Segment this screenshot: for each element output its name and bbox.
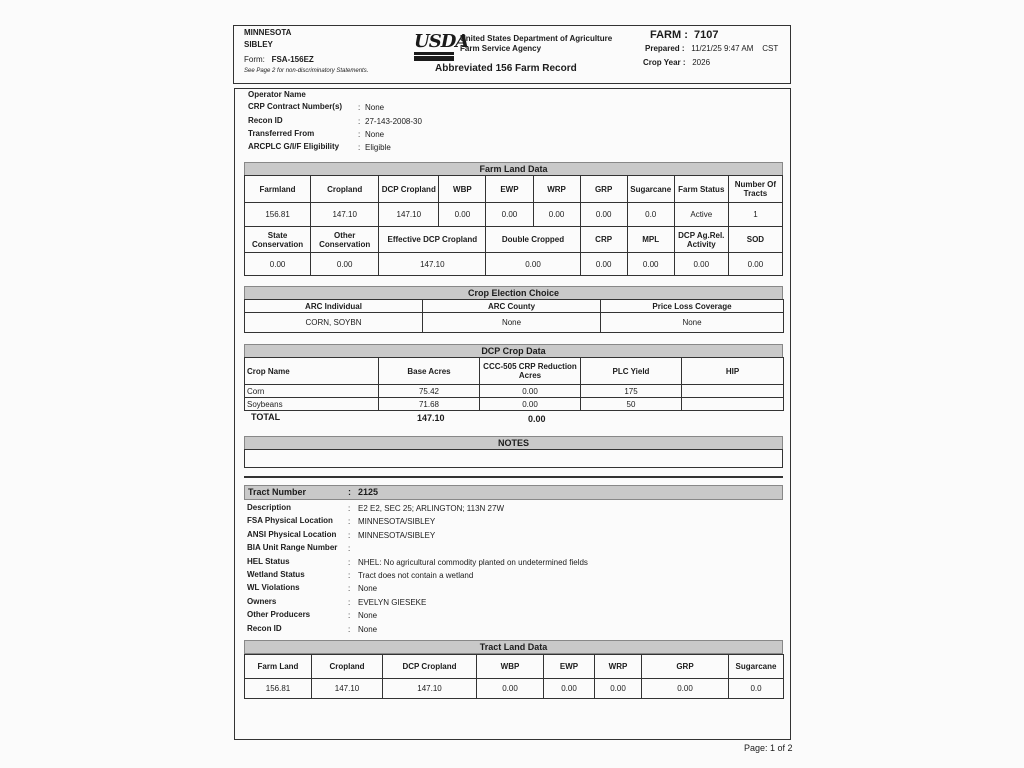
tract-field-label: HEL Status xyxy=(247,557,290,566)
field-colon: : xyxy=(348,584,351,593)
farm-land-value: 0.00 xyxy=(439,203,486,227)
farm-land-table xyxy=(244,175,783,276)
farm-number: 7107 xyxy=(694,29,719,41)
farm-land-header: WBP xyxy=(439,176,486,203)
field-colon: : xyxy=(348,531,351,540)
crp-reduction-header: CCC-505 CRP Reduction Acres xyxy=(480,358,581,385)
arc-individual-value: CORN, SOYBN xyxy=(245,313,423,333)
conservation-value: 0.00 xyxy=(245,253,311,276)
farm-land-value: 147.10 xyxy=(311,203,379,227)
state-name: MINNESOTA xyxy=(244,28,292,37)
tract-land-header: Sugarcane xyxy=(729,655,784,679)
prepared-timezone: CST xyxy=(762,44,779,53)
tract-land-data-title: Tract Land Data xyxy=(244,640,783,654)
operator-field-value: None xyxy=(365,130,385,139)
farm-land-value: 0.00 xyxy=(580,203,627,227)
tract-field-value: None xyxy=(358,584,378,593)
base-acres-header: Base Acres xyxy=(379,358,480,385)
tract-field-value: None xyxy=(358,625,378,634)
tract-number-bar: Tract Number : 2125 xyxy=(244,485,783,500)
conservation-value: 0.00 xyxy=(580,253,627,276)
tract-field-value: NHEL: No agricultural commodity planted on undetermined fields xyxy=(358,558,588,567)
crop-election-table xyxy=(244,299,784,333)
hip-header: HIP xyxy=(682,358,784,385)
tract-land-header: DCP Cropland xyxy=(383,655,477,679)
prepared-datetime: 11/21/25 9:47 AM xyxy=(691,44,754,53)
tract-field-value: E2 E2, SEC 25; ARLINGTON; 113N 27W xyxy=(358,504,504,513)
operator-field-value: Eligible xyxy=(365,143,391,152)
field-colon: : xyxy=(348,558,351,567)
tract-field-value: Tract does not contain a wetland xyxy=(358,571,474,580)
operator-field-label: Recon ID xyxy=(248,116,283,125)
conservation-header: State Conservation xyxy=(245,227,311,253)
crop-election-header-row xyxy=(245,300,784,313)
field-colon: : xyxy=(348,517,351,526)
tract-land-header: GRP xyxy=(642,655,729,679)
farm-land-value-row xyxy=(245,203,783,227)
notes-title: NOTES xyxy=(244,436,783,450)
plc-yield: 175 xyxy=(581,385,682,398)
crp-reduction: 0.00 xyxy=(480,385,581,398)
arc-county-value: None xyxy=(423,313,601,333)
record-title: Abbreviated 156 Farm Record xyxy=(435,63,577,74)
operator-field-label: ARCPLC G/I/F Eligibility xyxy=(248,142,340,151)
farm-land-value: Active xyxy=(674,203,728,227)
farm-land-header: GRP xyxy=(580,176,627,203)
base-acres: 75.42 xyxy=(379,385,480,398)
farm-number-line: FARM : 7107 xyxy=(650,29,719,41)
conservation-value: 0.00 xyxy=(674,253,728,276)
tract-number: 2125 xyxy=(358,487,379,497)
crop-election-title: Crop Election Choice xyxy=(244,286,783,300)
field-colon: : xyxy=(358,130,361,139)
field-colon: : xyxy=(348,571,351,580)
tract-field-label: Other Producers xyxy=(247,610,311,619)
operator-field-label: CRP Contract Number(s) xyxy=(248,102,343,111)
conservation-value: 0.00 xyxy=(311,253,379,276)
form-number: FSA-156EZ xyxy=(271,55,314,64)
arc-individual-header: ARC Individual xyxy=(245,300,423,313)
operator-field-label: Transferred From xyxy=(248,129,315,138)
tract-field-value: EVELYN GIESEKE xyxy=(358,598,427,607)
statement-note: See Page 2 for non-discriminatory Statements. xyxy=(244,68,369,74)
farm-land-header: Cropland xyxy=(311,176,379,203)
tract-field-label: Description xyxy=(247,503,292,512)
tract-field-value: MINNESOTA/SIBLEY xyxy=(358,531,436,540)
conservation-value: 0.00 xyxy=(486,253,580,276)
tract-land-value: 0.00 xyxy=(544,679,595,699)
total-crp-reduction: 0.00 xyxy=(528,414,546,424)
conservation-value: 0.00 xyxy=(728,253,782,276)
conservation-value: 0.00 xyxy=(627,253,674,276)
farm-land-value: 147.10 xyxy=(379,203,439,227)
tract-field-label: Owners xyxy=(247,597,277,606)
conservation-header: Effective DCP Cropland xyxy=(379,227,486,253)
operator-field-value: None xyxy=(365,103,385,112)
farm-land-header: Number Of Tracts xyxy=(728,176,782,203)
farm-land-value: 0.00 xyxy=(533,203,580,227)
table-row xyxy=(245,385,784,398)
conservation-value: 147.10 xyxy=(379,253,486,276)
farm-land-header-row xyxy=(245,176,783,203)
agency-subname: Farm Service Agency xyxy=(460,44,542,53)
farm-land-header: Farmland xyxy=(245,176,311,203)
tract-land-value-row xyxy=(245,679,784,699)
crp-reduction: 0.00 xyxy=(480,398,581,411)
field-colon: : xyxy=(358,117,361,126)
plc-yield: 50 xyxy=(581,398,682,411)
tract-land-header: Farm Land xyxy=(245,655,312,679)
dcp-crop-table xyxy=(244,357,784,411)
field-colon: : xyxy=(358,103,361,112)
base-acres: 71.68 xyxy=(379,398,480,411)
plc-value: None xyxy=(601,313,784,333)
dcp-crop-header-row xyxy=(245,358,784,385)
farm-land-value: 0.0 xyxy=(627,203,674,227)
prepared-line: Prepared : 11/21/25 9:47 AM CST xyxy=(645,44,779,53)
field-colon: : xyxy=(348,544,351,553)
tract-field-label: ANSI Physical Location xyxy=(247,530,337,539)
total-base-acres: 147.10 xyxy=(417,413,445,423)
farm-land-header: WRP xyxy=(533,176,580,203)
usda-logo: USDA xyxy=(414,33,454,61)
tract-land-table xyxy=(244,654,784,699)
farm-land-header: DCP Cropland xyxy=(379,176,439,203)
conservation-header: Double Cropped xyxy=(486,227,580,253)
farm-land-header: Farm Status xyxy=(674,176,728,203)
table-row xyxy=(245,398,784,411)
dcp-crop-data-title: DCP Crop Data xyxy=(244,344,783,358)
tract-field-label: WL Violations xyxy=(247,583,300,592)
conservation-value-row xyxy=(245,253,783,276)
tract-number-label: Tract Number xyxy=(248,487,307,497)
tract-land-header: WBP xyxy=(477,655,544,679)
tract-land-value: 156.81 xyxy=(245,679,312,699)
tract-field-value: MINNESOTA/SIBLEY xyxy=(358,517,436,526)
crop-name: Corn xyxy=(245,385,379,398)
tract-land-header-row xyxy=(245,655,784,679)
county-name: SIBLEY xyxy=(244,40,273,49)
farm-land-header: EWP xyxy=(486,176,533,203)
total-label: TOTAL xyxy=(251,412,281,422)
field-colon: : xyxy=(348,625,351,634)
crop-year: 2026 xyxy=(692,58,711,67)
field-colon: : xyxy=(348,504,351,513)
farm-land-value: 0.00 xyxy=(486,203,533,227)
plc-yield-header: PLC Yield xyxy=(581,358,682,385)
agency-name: United States Department of Agriculture xyxy=(460,34,613,43)
operator-field-value: 27-143-2008-30 xyxy=(365,117,422,126)
tract-land-value: 147.10 xyxy=(312,679,383,699)
tract-field-label: BIA Unit Range Number xyxy=(247,543,338,552)
arc-county-header: ARC County xyxy=(423,300,601,313)
crop-name-header: Crop Name xyxy=(245,358,379,385)
hip xyxy=(682,398,784,411)
crop-name: Soybeans xyxy=(245,398,379,411)
tract-land-header: EWP xyxy=(544,655,595,679)
field-colon: : xyxy=(348,598,351,607)
tract-land-value: 147.10 xyxy=(383,679,477,699)
section-divider xyxy=(244,476,783,478)
conservation-header: CRP xyxy=(580,227,627,253)
plc-header: Price Loss Coverage xyxy=(601,300,784,313)
conservation-header: DCP Ag.Rel. Activity xyxy=(674,227,728,253)
tract-land-value: 0.00 xyxy=(595,679,642,699)
notes-body xyxy=(244,449,783,468)
tract-land-value: 0.0 xyxy=(729,679,784,699)
tract-land-header: WRP xyxy=(595,655,642,679)
field-colon: : xyxy=(358,143,361,152)
conservation-header: SOD xyxy=(728,227,782,253)
crop-election-value-row xyxy=(245,313,784,333)
crop-year-line: Crop Year : 2026 xyxy=(643,58,711,67)
conservation-header: MPL xyxy=(627,227,674,253)
page-number: Page: 1 of 2 xyxy=(744,743,793,753)
farm-land-value: 156.81 xyxy=(245,203,311,227)
tract-land-value: 0.00 xyxy=(642,679,729,699)
conservation-header: Other Conservation xyxy=(311,227,379,253)
conservation-header-row xyxy=(245,227,783,253)
farm-land-value: 1 xyxy=(728,203,782,227)
tract-field-label: Recon ID xyxy=(247,624,282,633)
tract-land-header: Cropland xyxy=(312,655,383,679)
tract-field-value: None xyxy=(358,611,378,620)
hip xyxy=(682,385,784,398)
field-colon: : xyxy=(348,611,351,620)
tract-land-value: 0.00 xyxy=(477,679,544,699)
farm-land-header: Sugarcane xyxy=(627,176,674,203)
tract-field-label: FSA Physical Location xyxy=(247,516,333,525)
form-label: Form: FSA-156EZ xyxy=(244,55,314,64)
operator-name-label: Operator Name xyxy=(248,90,306,99)
farm-land-data-title: Farm Land Data xyxy=(244,162,783,176)
tract-field-label: Wetland Status xyxy=(247,570,305,579)
